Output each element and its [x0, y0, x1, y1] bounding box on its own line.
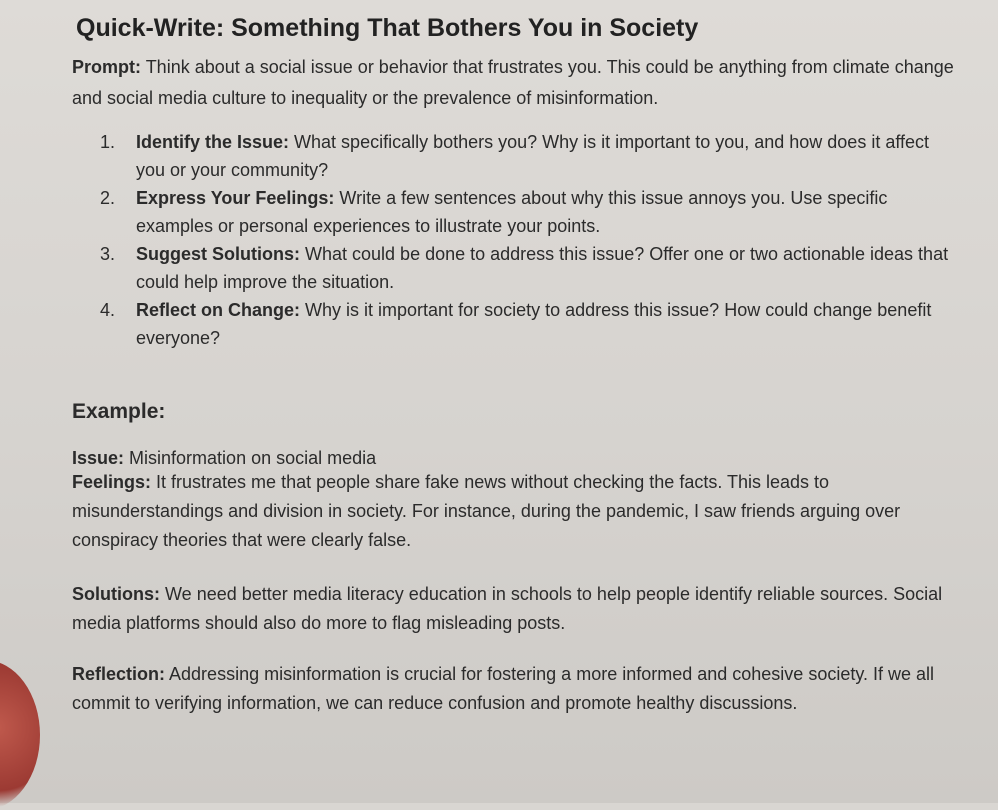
example-reflection: [72, 660, 972, 718]
prompt-paragraph: [72, 52, 972, 114]
step-item: [100, 184, 960, 240]
step-label: Suggest Solutions:: [136, 244, 300, 264]
step-number: 1.: [100, 132, 116, 152]
example-feelings: [72, 468, 972, 555]
step-text: What could be done to address this issue? Offer one or two actionable ideas that could help improve the situation.: [136, 244, 949, 292]
step-item: [100, 128, 960, 184]
step-item: [100, 240, 960, 296]
step-text: Why is it important for society to address this issue? How could change benefit everyone?: [136, 300, 932, 348]
solutions-text: We need better media literacy education in schools to help people identify reliable sources. Social media platforms should also do more to flag misleading posts.: [72, 584, 943, 633]
example-solutions: [72, 580, 972, 638]
step-label: Identify the Issue:: [136, 132, 290, 152]
reflection-label: Reflection:: [72, 664, 166, 684]
steps-list: [100, 128, 960, 352]
reflection-text: Addressing misinformation is crucial for fostering a more informed and cohesive society. If we all commit to verifying information, we can reduce confusion and promote healthy discussions.: [72, 664, 935, 713]
step-number: 3.: [100, 244, 116, 264]
feelings-text: It frustrates me that people share fake news without checking the facts. This leads to misunderstandings and division in society. For instance, during the pandemic, I saw friends arguing over conspiracy theories that were clearly false.: [72, 472, 901, 550]
page-title: Quick-Write: Something That Bothers You in Society: [76, 14, 699, 42]
issue-label: Issue:: [72, 448, 125, 468]
step-label: Reflect on Change:: [136, 300, 301, 320]
step-text: Write a few sentences about why this issue annoys you. Use specific examples or personal experiences to illustrate your points.: [136, 188, 888, 236]
example-heading: Example:: [72, 400, 166, 423]
prompt-text: Think about a social issue or behavior that frustrates you. This could be anything from climate change and social media culture to inequality or the prevalence of misinformation.: [72, 57, 954, 108]
prompt-label: Prompt:: [72, 57, 141, 77]
step-text: What specifically bothers you? Why is it important to you, and how does it affect you or your community?: [136, 132, 930, 180]
issue-text: Misinformation on social media: [129, 448, 377, 468]
step-number: 4.: [100, 300, 116, 320]
feelings-label: Feelings:: [72, 472, 152, 492]
step-label: Express Your Feelings:: [136, 188, 335, 208]
step-item: [100, 296, 960, 352]
solutions-label: Solutions:: [72, 584, 160, 604]
step-number: 2.: [100, 188, 116, 208]
